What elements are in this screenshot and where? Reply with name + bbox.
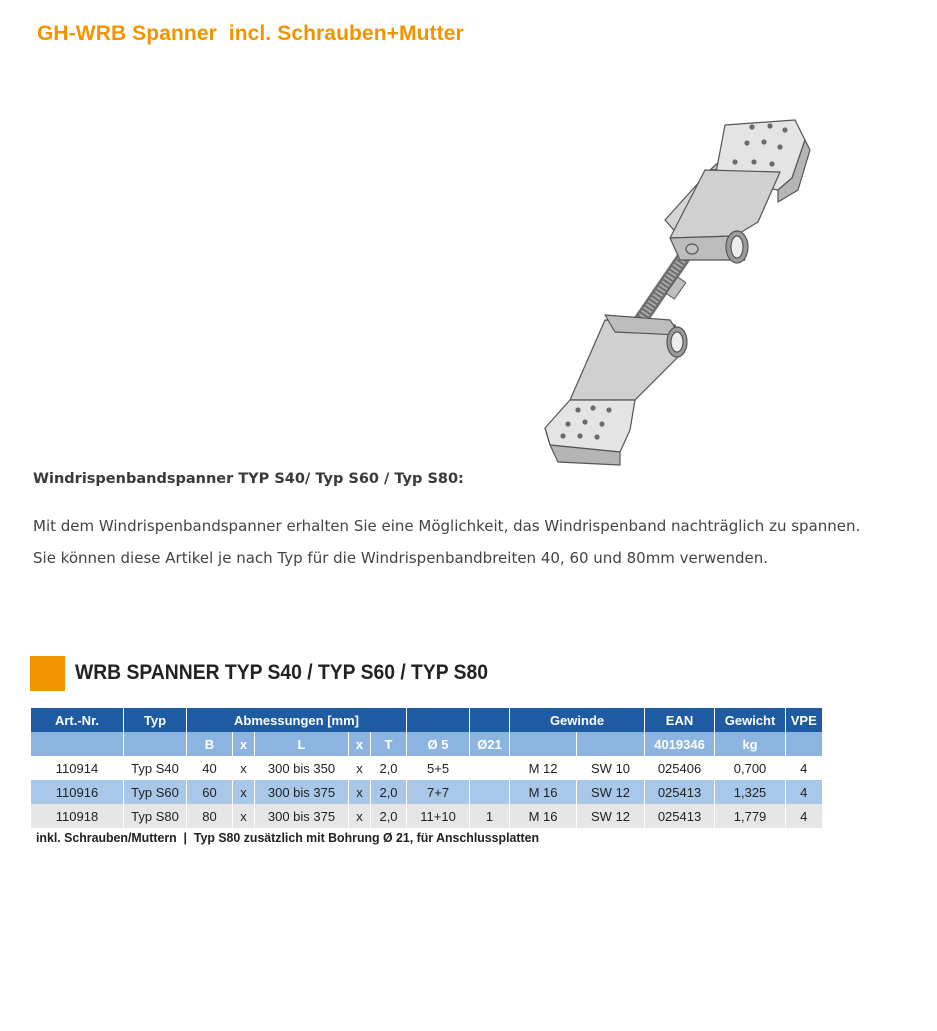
spec-table (30, 708, 822, 828)
col-abmessungen-header: Abmessungen [mm] (187, 708, 407, 732)
table-row: 110916 Typ S60 60 x 300 bis 375 x 2,0 7+7 M 16 SW 12 025413 1,325 4 (31, 780, 822, 804)
product-subheading: Windrispenbandspanner TYP S40/ Typ S60 / Typ S80: (33, 471, 464, 487)
lower-bracket-icon (545, 315, 687, 465)
col-kg-header: kg (715, 732, 786, 756)
col-art-header: Art.-Nr. (31, 708, 124, 732)
table-footnote: inkl. Schrauben/Muttern | Typ S80 zusätzlich mit Bohrung Ø 21, für Anschlussplatten (36, 830, 540, 845)
table-subheader-row (31, 732, 822, 756)
col-gewinde-header: Gewinde (510, 708, 645, 732)
col-d5-header-top (407, 708, 470, 732)
col-x1-header: x (233, 732, 255, 756)
col-d5-header: Ø 5 (407, 732, 470, 756)
page-title: GH-WRB Spanner incl. Schrauben+Mutter (37, 22, 464, 45)
col-ean-prefix: 4019346 (645, 732, 715, 756)
col-typ-header: Typ (124, 708, 187, 732)
table-row: 110918 Typ S80 80 x 300 bis 375 x 2,0 11+10 1 M 16 SW 12 025413 1,779 4 (31, 804, 822, 828)
col-ean-header: EAN (645, 708, 715, 732)
col-x2-header: x (349, 732, 371, 756)
col-d21-header-top (470, 708, 510, 732)
section-title: WRB SPANNER TYP S40 / TYP S60 / TYP S80 (75, 661, 489, 684)
col-t-header: T (371, 732, 407, 756)
col-b-header: B (187, 732, 233, 756)
table-row: 110914 Typ S40 40 x 300 bis 350 x 2,0 5+5 M 12 SW 10 025406 0,700 4 (31, 756, 822, 780)
section-marker-icon (30, 656, 65, 691)
table-header-row (31, 708, 822, 732)
description-line-2: Sie können diese Artikel je nach Typ für die Windrispenbandbreiten 40, 60 und 80mm verwenden. (33, 549, 768, 567)
col-l-header: L (255, 732, 349, 756)
col-vpe-header: VPE (786, 708, 822, 732)
col-d21-header: Ø21 (470, 732, 510, 756)
col-gewicht-header: Gewicht (715, 708, 786, 732)
description-line-1: Mit dem Windrispenbandspanner erhalten Sie eine Möglichkeit, das Windrispenband nachträglich zu spannen. (33, 517, 861, 535)
product-image (530, 110, 820, 475)
upper-bracket-icon (665, 120, 810, 263)
